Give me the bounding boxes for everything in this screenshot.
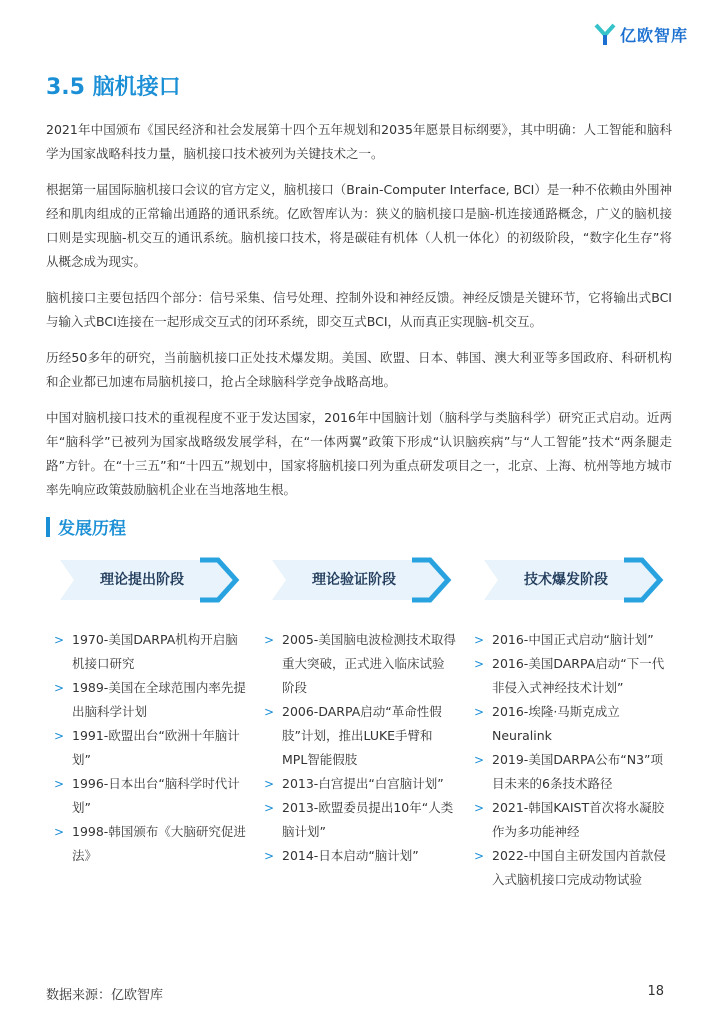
chevron-right-icon: >	[264, 849, 275, 863]
chevron-right-icon: >	[54, 825, 65, 839]
chevron-right-icon: >	[264, 705, 275, 719]
event-text: 1991-欧盟出台“欧洲十年脑计划”	[72, 728, 240, 767]
list-item	[262, 844, 456, 868]
stage-label: 理论提出阶段	[100, 572, 184, 588]
list-item	[472, 628, 666, 652]
timeline-column-2	[262, 628, 456, 868]
list-item	[262, 796, 456, 844]
paragraph: 中国对脑机接口技术的重视程度不亚于发达国家，2016年中国脑计划（脑科学与类脑科学）研究正式启动。近两年“脑科学”已被列为国家战略级发展学科，在“一体两翼”政策下形成“认识脑疾病”与“人工智能”技术“两条腿走路”方针。在“十三五”和“十四五”规划中，国家将脑机接口列为重点研发项目之一，北京、上海、杭州等地方城市率先响应政策鼓励脑机企业在当地落地生根。	[46, 410, 672, 497]
list-item	[52, 772, 246, 820]
chevron-right-icon: >	[474, 849, 485, 863]
data-source: 数据来源：亿欧智库	[46, 988, 164, 1003]
stage-arrows	[60, 556, 690, 606]
logo-text: 亿欧智库	[619, 25, 688, 45]
list-item	[52, 628, 246, 676]
event-text: 2016-埃隆·马斯克成立Neuralink	[492, 704, 620, 743]
event-text: 2014-日本启动“脑计划”	[282, 848, 419, 863]
chevron-right-icon: >	[474, 753, 485, 767]
paragraph: 2021年中国颁布《国民经济和社会发展第十四个五年规划和2035年愿景目标纲要》，其中明确：人工智能和脑科学为国家战略科技力量，脑机接口技术被列为关键技术之一。	[46, 122, 672, 161]
event-text: 2016-美国DARPA启动“下一代非侵入式神经技术计划”	[492, 656, 665, 695]
timeline-heading-text: 发展历程	[58, 519, 126, 539]
chevron-right-icon: >	[54, 777, 65, 791]
chevron-right-icon: >	[474, 657, 485, 671]
list-item	[262, 628, 456, 700]
chevron-right-icon: >	[264, 801, 275, 815]
list-item	[52, 676, 246, 724]
timeline-column-1	[52, 628, 246, 868]
paragraph: 历经50多年的研究，当前脑机接口正处技术爆发期。美国、欧盟、日本、韩国、澳大利亚等多国政府、科研机构和企业都已加速布局脑机接口，抢占全球脑科学竞争战略高地。	[46, 350, 672, 389]
event-text: 2016-中国正式启动“脑计划”	[492, 632, 654, 647]
event-text: 2006-DARPA启动“革命性假肢”计划，推出LUKE手臂和MPL智能假肢	[282, 704, 442, 767]
event-text: 1970-美国DARPA机构开启脑机接口研究	[72, 632, 238, 671]
event-text: 2022-中国自主研发国内首款侵入式脑机接口完成动物试验	[492, 848, 666, 887]
list-item	[262, 772, 456, 796]
chevron-right-icon: >	[54, 729, 65, 743]
list-item	[472, 844, 666, 892]
event-text: 1989-美国在全球范围内率先提出脑科学计划	[72, 680, 246, 719]
event-text: 2021-韩国KAIST首次将水凝胶作为多功能神经	[492, 800, 665, 839]
chevron-right-icon: >	[54, 633, 65, 647]
event-text: 1996-日本出台“脑科学时代计划”	[72, 776, 240, 815]
heading-accent-bar	[46, 517, 50, 537]
list-item	[472, 796, 666, 844]
chevron-right-icon: >	[54, 681, 65, 695]
timeline-column-3	[472, 628, 666, 892]
list-item	[262, 700, 456, 772]
section-title: 3.5 脑机接口	[46, 75, 181, 100]
body-text	[46, 118, 672, 514]
event-text: 2013-欧盟委员提出10年“人类脑计划”	[282, 800, 454, 839]
stage-arrow	[60, 556, 242, 604]
event-text: 1998-韩国颁布《大脑研究促进法》	[72, 824, 246, 863]
paragraph: 根据第一届国际脑机接口会议的官方定义，脑机接口（Brain-Computer Interface, BCI）是一种不依赖由外围神经和肌肉组成的正常输出通路的通讯系统。亿欧智库认为：狭义的脑机接口是脑-机连接通路概念，广义的脑机接口则是实现脑-机交互的通讯系统。脑机接口技术，将是碳硅有机体（人机一体化）的初级阶段，“数字化生存”将从概念成为现实。	[46, 182, 672, 269]
stage-arrow	[272, 556, 454, 604]
event-text: 2013-白宫提出“白宫脑计划”	[282, 776, 444, 791]
page-number: 18	[647, 984, 664, 999]
event-text: 2019-美国DARPA公布“N3”项目未来的6条技术路径	[492, 752, 664, 791]
chevron-right-icon: >	[474, 705, 485, 719]
chevron-right-icon: >	[474, 633, 485, 647]
chevron-right-icon: >	[264, 633, 275, 647]
list-item	[52, 820, 246, 868]
list-item	[472, 652, 666, 700]
brand-logo	[594, 22, 688, 46]
chevron-right-icon: >	[474, 801, 485, 815]
timeline-heading	[46, 514, 126, 539]
chevron-right-icon: >	[264, 777, 275, 791]
list-item	[472, 748, 666, 796]
stage-label: 理论验证阶段	[312, 572, 396, 588]
stage-label: 技术爆发阶段	[524, 572, 608, 588]
event-text: 2005-美国脑电波检测技术取得重大突破，正式进入临床试验阶段	[282, 632, 456, 695]
yiou-logo-icon	[594, 22, 616, 46]
paragraph: 脑机接口主要包括四个部分：信号采集、信号处理、控制外设和神经反馈。神经反馈是关键环节，它将输出式BCI与输入式BCI连接在一起形成交互式的闭环系统，即交互式BCI，从而真正实现脑-机交互。	[46, 290, 672, 329]
list-item	[52, 724, 246, 772]
stage-arrow	[484, 556, 666, 604]
list-item	[472, 700, 666, 748]
